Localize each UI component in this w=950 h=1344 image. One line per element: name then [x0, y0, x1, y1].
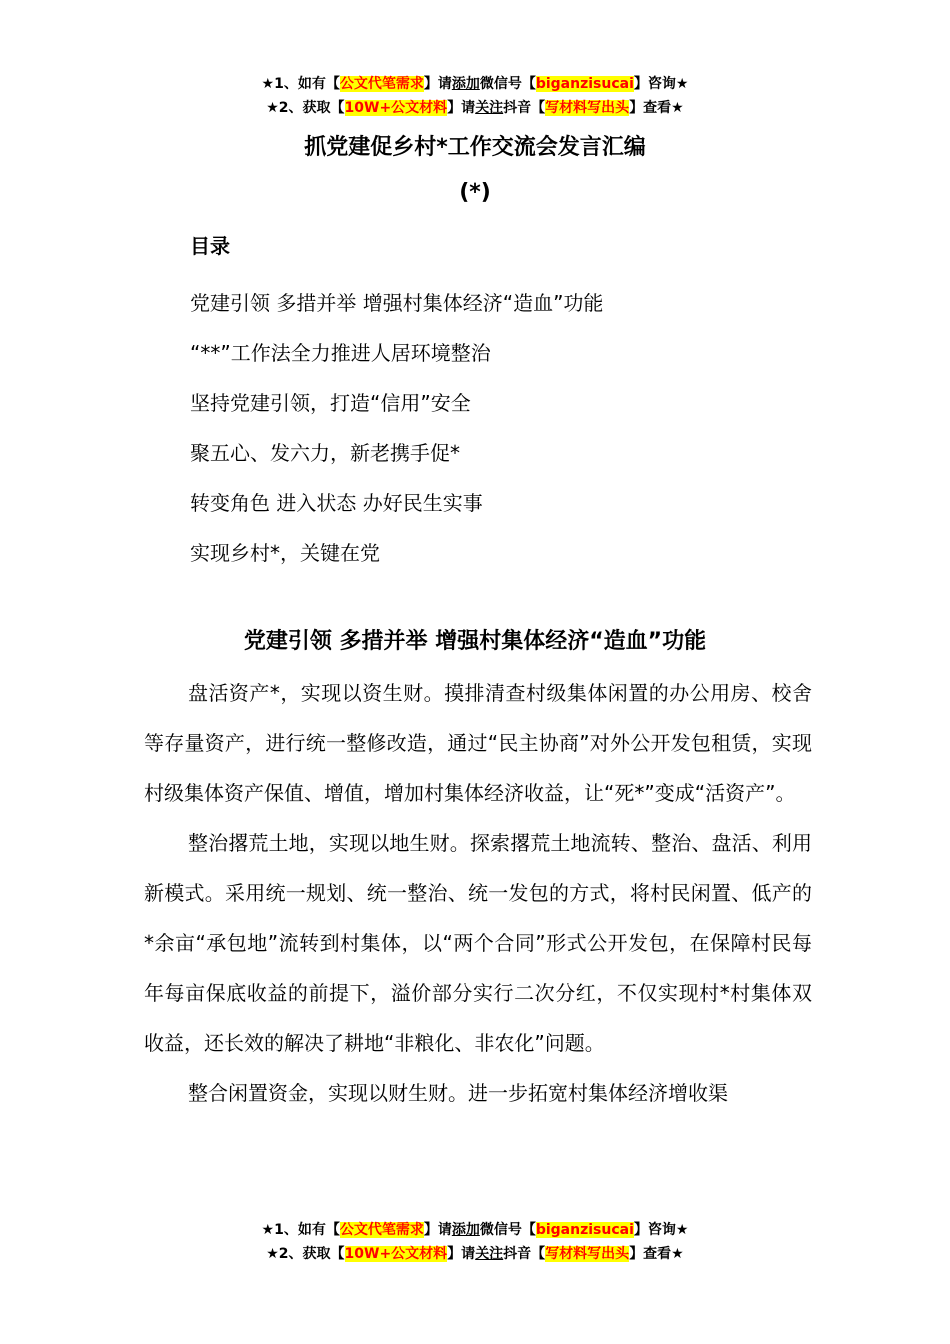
footer-banner-line-2: ★2、获取【10W+公文材料】请关注抖音【写材料写出头】查看★: [266, 1246, 684, 1262]
body-paragraph: 盘活资产*，实现以资生财。摸排清查村级集体闲置的办公用房、校舍等存量资产，进行统一整修改造，通过“民主协商”对外公开发包租赁，实现村级集体资产保值、增值，增加村集体经济收益，让“死*”变成“活资产”。: [144, 681, 812, 805]
section-title: 党建引领 多措并举 增强村集体经济“造血”功能: [243, 629, 707, 654]
body-paragraph: 整合闲置资金，实现以财生财。进一步拓宽村集体经济增收渠: [188, 1081, 728, 1105]
douyin-account-highlight: 写材料写出头: [545, 100, 630, 116]
toc-item: 坚持党建引领，打造“信用”安全: [190, 391, 471, 415]
douyin-account-highlight: 写材料写出头: [545, 1246, 630, 1262]
toc-item: 转变角色 进入状态 办好民生实事: [190, 491, 483, 515]
table-of-contents: [190, 278, 603, 578]
wechat-id-highlight: biganzisucai: [535, 1222, 634, 1238]
footer-banner-line-1: ★1、如有【公文代笔需求】请添加微信号【biganzisucai】咨询★: [261, 1222, 689, 1238]
toc-item: 聚五心、发六力，新老携手促*: [190, 441, 460, 465]
toc-item: 实现乡村*，关键在党: [190, 541, 380, 565]
header-banner: [0, 72, 950, 120]
materials-highlight: 10W+公文材料: [344, 1246, 448, 1262]
toc-item: “**”工作法全力推进人居环境整治: [190, 341, 491, 365]
wechat-id-highlight: biganzisucai: [535, 76, 634, 92]
body-paragraph: 整治撂荒土地，实现以地生财。探索撂荒土地流转、整治、盘活、利用新模式。采用统一规划、统一整治、统一发包的方式，将村民闲置、低产的*余亩“承包地”流转到村集体，以“两个合同”形式公开发包，在保障村民每年每亩保底收益的前提下，溢价部分实行二次分红，不仅实现村*村集体双收益，还长效的解决了耕地“非粮化、非农化”问题。: [144, 831, 812, 1055]
toc-item: 党建引领 多措并举 增强村集体经济“造血”功能: [190, 291, 604, 315]
document-title: 抓党建促乡村*工作交流会发言汇编: [304, 135, 646, 160]
document-subtitle: (*): [459, 180, 491, 205]
footer-banner: [0, 1218, 950, 1266]
toc-heading: 目录: [190, 234, 230, 258]
section-body: [144, 668, 812, 1118]
code-writing-highlight: 公文代笔需求: [339, 1222, 424, 1238]
code-writing-highlight: 公文代笔需求: [339, 76, 424, 92]
header-banner-line-2: ★2、获取【10W+公文材料】请关注抖音【写材料写出头】查看★: [266, 100, 684, 116]
materials-highlight: 10W+公文材料: [344, 100, 448, 116]
header-banner-line-1: ★1、如有【公文代笔需求】请添加微信号【biganzisucai】咨询★: [261, 76, 689, 92]
